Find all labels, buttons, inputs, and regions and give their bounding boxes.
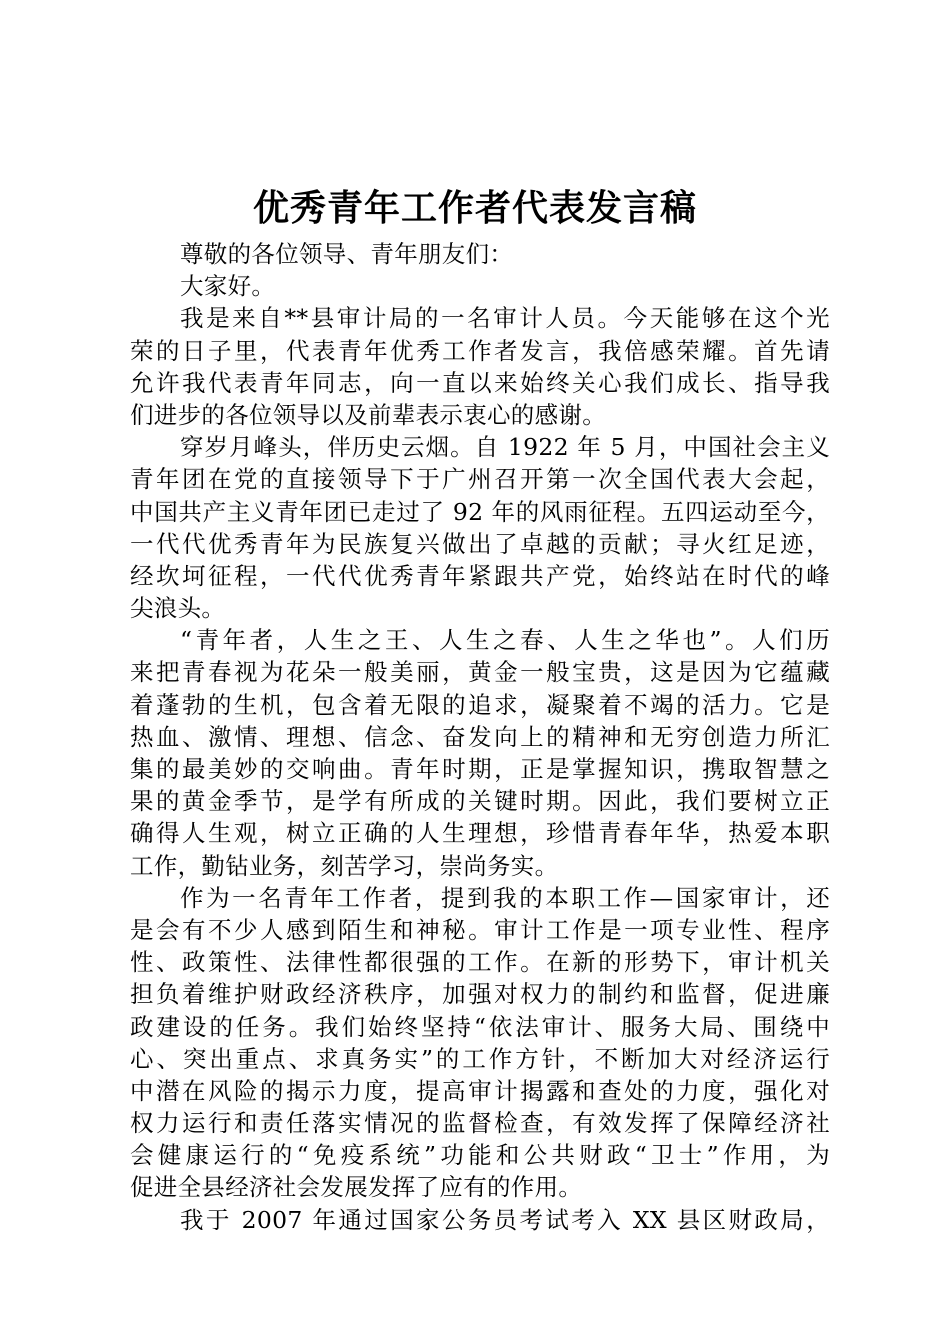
text-line: 们进步的各位领导以及前辈表示衷心的感谢。 — [130, 400, 606, 429]
text-line: 会健康运行的“免疫系统”功能和公共财政“卫士”作用，为 — [130, 1141, 830, 1170]
text-line: 热血、激情、理想、信念、奋发向上的精神和无穷创造力所汇 — [130, 722, 830, 751]
text-line: 荣的日子里，代表青年优秀工作者发言，我倍感荣耀。首先请 — [130, 336, 830, 365]
text-line: 权力运行和责任落实情况的监督检查，有效发挥了保障经济社 — [130, 1109, 830, 1138]
document-title: 优秀青年工作者代表发言稿 — [252, 187, 697, 229]
text-line: 集的最美妙的交响曲。青年时期，正是掌握知识，携取智慧之 — [130, 755, 830, 783]
text-line: 性、政策性、法律性都很强的工作。在新的形势下，审计机关 — [130, 948, 830, 977]
text-line: 尊敬的各位领导、青年朋友们： — [180, 240, 514, 268]
text-line: “青年者，人生之王、人生之春、人生之华也”。人们历 — [180, 626, 830, 655]
text-line: 是会有不少人感到陌生和神秘。审计工作是一项专业性、程序 — [130, 915, 830, 944]
text-line: 我于 2007 年通过国家公务员考试考入 XX 县区财政局， — [180, 1205, 830, 1234]
text-line: 中潜在风险的揭示力度，提高审计揭露和查处的力度，强化对 — [130, 1076, 830, 1105]
text-line: 一代代优秀青年为民族复兴做出了卓越的贡献；寻火红足迹， — [130, 529, 830, 558]
text-line: 作为一名青年工作者，提到我的本职工作—国家审计，还 — [180, 883, 830, 912]
text-line: 中国共产主义青年团已走过了 92 年的风雨征程。五四运动至今， — [130, 497, 830, 526]
text-line: 确得人生观，树立正确的人生理想，珍惜青春年华，热爱本职 — [130, 819, 830, 848]
text-line: 着蓬勃的生机，包含着无限的追求，凝聚着不竭的活力。它是 — [130, 690, 830, 719]
document-body — [130, 238, 830, 1236]
text-line: 担负着维护财政经济秩序，加强对权力的制约和监督，促进廉 — [130, 980, 830, 1009]
text-line: 工作，勤钻业务，刻苦学习，崇尚务实。 — [130, 851, 559, 880]
text-line: 青年团在党的直接领导下于广州召开第一次全国代表大会起， — [130, 465, 830, 494]
text-line: 大家好。 — [180, 272, 276, 301]
text-line: 心、突出重点、求真务实”的工作方针，不断加大对经济运行 — [130, 1044, 830, 1073]
text-line: 促进全县经济社会发展发挥了应有的作用。 — [130, 1173, 583, 1202]
text-line: 我是来自**县审计局的一名审计人员。今天能够在这个光 — [180, 304, 830, 333]
text-line: 政建设的任务。我们始终坚持“依法审计、服务大局、围绕中 — [130, 1012, 830, 1041]
text-line: 来把青春视为花朵一般美丽，黄金一般宝贵，这是因为它蕴藏 — [130, 658, 830, 687]
text-line: 尖浪头。 — [130, 594, 226, 623]
text-line: 允许我代表青年同志，向一直以来始终关心我们成长、指导我 — [130, 368, 830, 397]
text-line: 穿岁月峰头，伴历史云烟。自 1922 年 5 月，中国社会主义 — [180, 433, 830, 462]
text-line: 果的黄金季节，是学有所成的关键时期。因此，我们要树立正 — [130, 787, 830, 816]
text-line: 经坎坷征程，一代代优秀青年紧跟共产党，始终站在时代的峰 — [130, 561, 830, 590]
